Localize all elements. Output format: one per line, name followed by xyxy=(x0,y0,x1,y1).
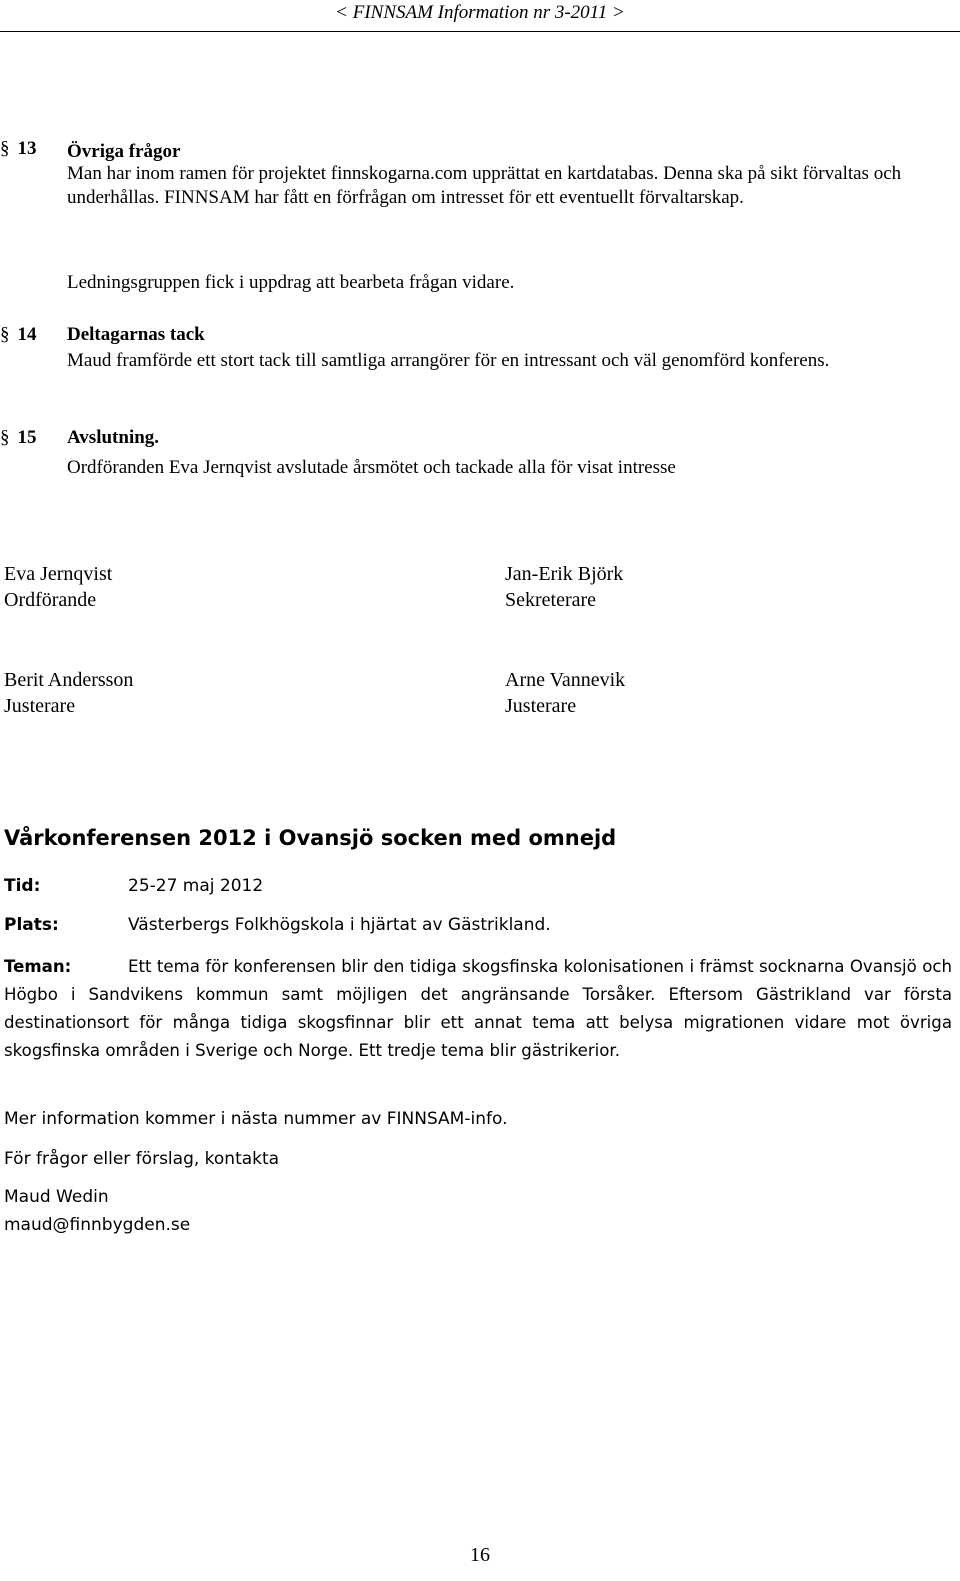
section-number-value: 15 xyxy=(17,427,37,448)
section-number xyxy=(0,426,37,450)
section-title: Deltagarnas tack xyxy=(67,324,205,345)
conference-themes xyxy=(4,953,952,1065)
time-label: Tid: xyxy=(4,876,41,896)
signature-block xyxy=(4,667,133,719)
signature-name: Jan-Erik Björk xyxy=(505,563,624,585)
conference-title: Vårkonferensen 2012 i Ovansjö socken med omnejd xyxy=(4,826,617,850)
header-rule xyxy=(0,31,960,32)
section-title: Övriga frågor xyxy=(67,141,181,162)
time-value: 25-27 maj 2012 xyxy=(128,876,264,896)
running-header: < FINNSAM Information nr 3-2011 > xyxy=(335,2,625,23)
section-title: Avslutning. xyxy=(67,427,160,448)
signature-name: Arne Vannevik xyxy=(505,669,626,691)
paragraph-sign: § xyxy=(0,427,10,448)
signature-role: Justerare xyxy=(4,695,76,717)
signature-block xyxy=(505,667,625,719)
place-value: Västerbergs Folkhögskola i hjärtat av Gästrikland. xyxy=(128,915,551,935)
page-number: 16 xyxy=(470,1544,490,1566)
section-paragraph: Ordföranden Eva Jernqvist avslutade årsmötet och tackade alla för visat intresse xyxy=(67,457,676,478)
contact-intro: För frågor eller förslag, kontakta xyxy=(4,1149,280,1169)
section-number xyxy=(0,323,37,347)
section-number-value: 14 xyxy=(17,324,37,345)
contact-name: Maud Wedin xyxy=(4,1187,109,1207)
signature-name: Berit Andersson xyxy=(4,669,134,691)
signature-role: Sekreterare xyxy=(505,589,597,611)
signature-block xyxy=(4,561,112,613)
more-info: Mer information kommer i nästa nummer av FINNSAM-info. xyxy=(4,1109,508,1129)
paragraph-sign: § xyxy=(0,324,10,345)
signature-role: Justerare xyxy=(505,695,577,717)
signature-block xyxy=(505,561,623,613)
paragraph-sign: § xyxy=(0,138,10,159)
themes-text: Ett tema för konferensen blir den tidiga skogsfinska kolonisationen i främst socknarna Ovansjö och Högbo i Sandvikens kommun samt möjligen det angränsande Torsåker. Eftersom Gästrikland var första destinationsort för många tidiga skogsfinnar blir ett annat tema att belysa migrationen vidare mot övriga skogsfinska områden i Sverige och Norge. Ett tredje tema blir gästrikerior. xyxy=(4,957,952,1060)
signature-name: Eva Jernqvist xyxy=(4,563,113,585)
signature-role: Ordförande xyxy=(4,589,97,611)
place-label: Plats: xyxy=(4,915,59,935)
section-13 xyxy=(0,137,960,293)
section-paragraph: Man har inom ramen för projektet finnskogarna.com upprättat en kartdatabas. Denna ska på sikt förvaltas och underhållas. FINNSAM har fått en förfrågan om intresset för ett eventuellt förvaltarskap. xyxy=(67,163,902,208)
section-number-value: 13 xyxy=(17,138,37,159)
contact-email: maud@finnbygden.se xyxy=(4,1215,191,1235)
section-paragraph: Ledningsgruppen fick i uppdrag att bearbeta frågan vidare. xyxy=(67,272,515,293)
section-number xyxy=(0,137,37,161)
section-paragraph: Maud framförde ett stort tack till samtliga arrangörer för en intressant och väl genomförd konferens. xyxy=(67,350,830,371)
themes-label: Teman: xyxy=(4,957,72,976)
